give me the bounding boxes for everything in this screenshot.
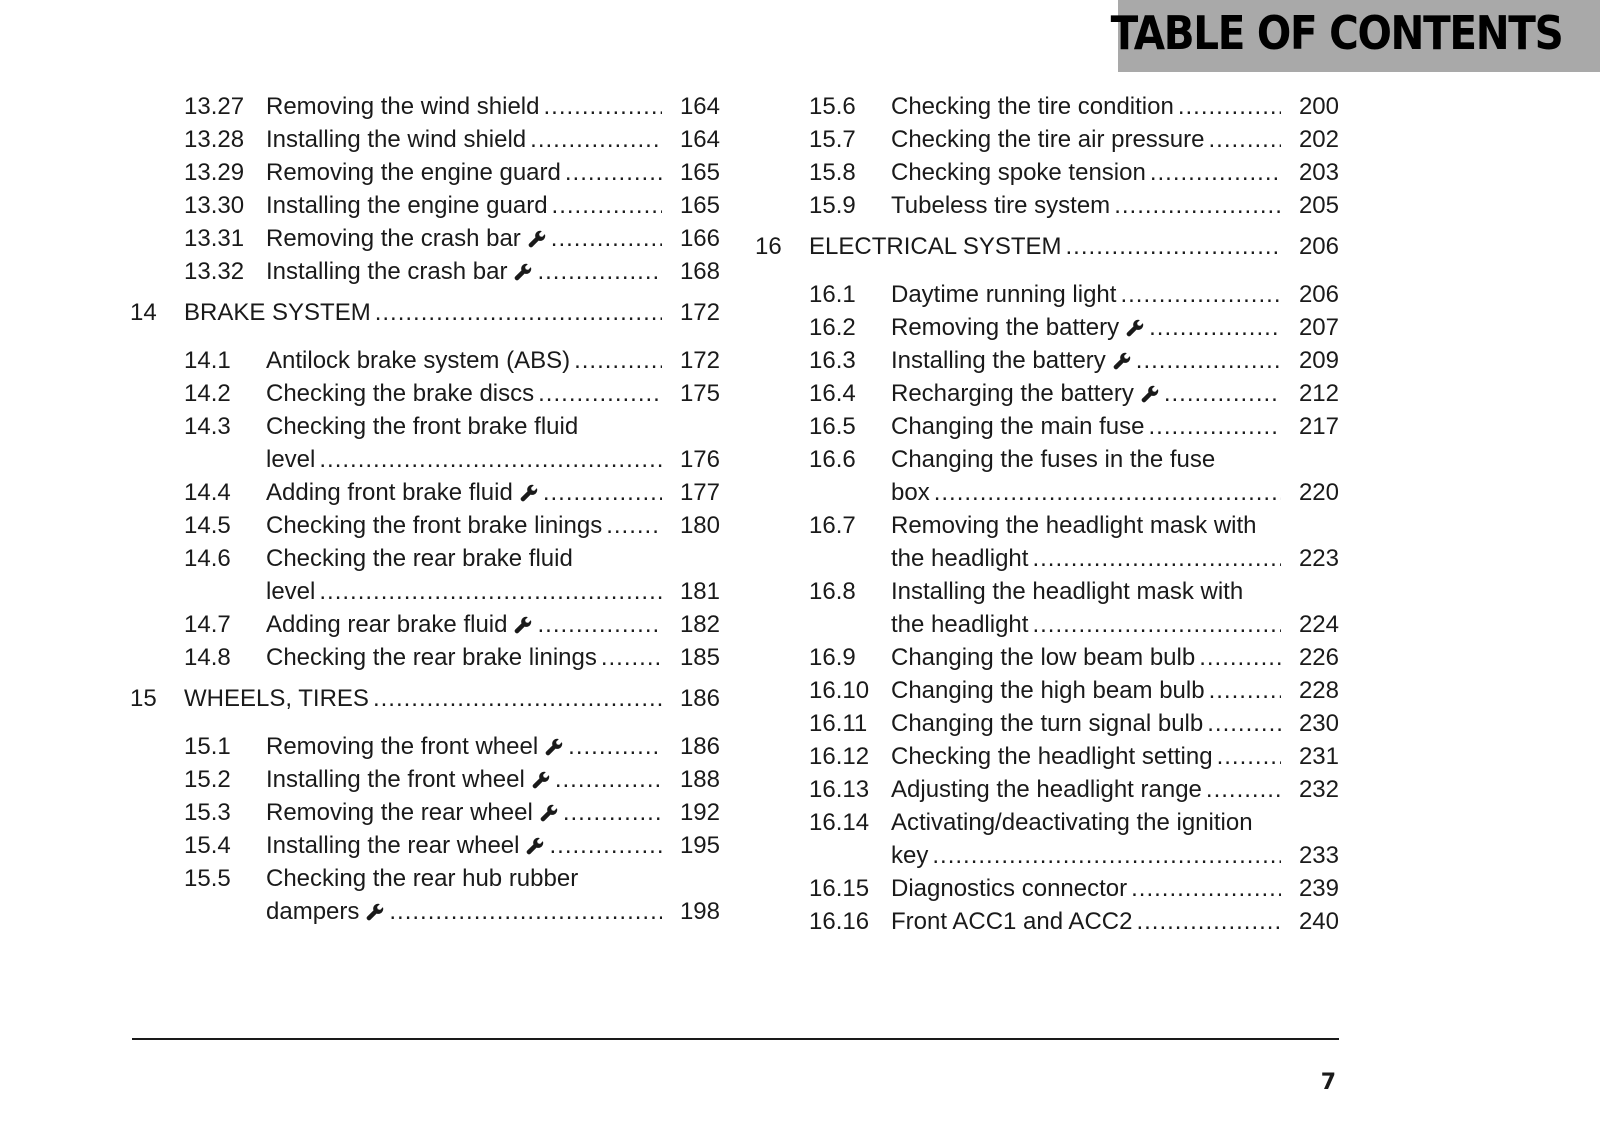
dot-leader [552,189,662,222]
dot-leader [1208,123,1281,156]
toc-entry-number: 14.6 [184,545,231,572]
toc-entry-number: 13.30 [184,192,245,219]
toc-entry-number: 15.6 [809,93,856,120]
toc-entry-title: Checking the rear hub rubber [266,865,579,892]
dot-leader [934,476,1281,509]
toc-entry-page: 180 [679,512,720,539]
toc-entry-page: 172 [679,347,720,374]
toc-entry-page: 212 [1298,380,1339,407]
toc-entry-title: Checking the front brake fluid [266,413,579,440]
wrench-icon [1112,347,1132,367]
toc-entry[interactable] [130,255,720,288]
toc-entry[interactable] [755,311,1339,344]
toc-entry-title: key [891,842,929,869]
wrench-icon [544,733,564,753]
toc-entry-page: 230 [1298,710,1339,737]
toc-entry[interactable] [755,377,1339,410]
dot-leader [530,123,662,156]
toc-entry-title: BRAKE SYSTEM [184,299,371,326]
dot-leader [538,377,662,410]
toc-entry[interactable] [130,608,720,641]
toc-entry[interactable] [755,123,1339,156]
toc-entry[interactable] [755,509,1339,575]
toc-entry-number: 15.4 [184,832,231,859]
toc-entry-page: 181 [679,578,720,605]
toc-entry-number: 13.29 [184,159,245,186]
dot-leader [565,156,662,189]
toc-entry-page: 207 [1298,314,1339,341]
toc-entry-title: Checking the rear brake fluid [266,545,573,572]
toc-entry-title: Checking the tire air pressure [891,126,1205,153]
toc-entry-number: 14.4 [184,479,231,506]
toc-entry[interactable] [755,344,1339,377]
toc-entry-page: 233 [1298,842,1339,869]
toc-entry[interactable] [755,443,1339,509]
toc-entry[interactable] [130,763,720,796]
toc-entry[interactable] [755,872,1339,905]
toc-entry[interactable] [755,707,1339,740]
dot-leader [574,344,662,377]
toc-entry[interactable] [130,410,720,476]
toc-entry-number: 16 [755,233,782,260]
toc-entry-title: dampers [266,898,360,925]
toc-entry[interactable] [755,90,1339,123]
toc-entry[interactable] [130,509,720,542]
toc-entry-page: 217 [1298,413,1339,440]
toc-entry-title: Removing the engine guard [266,159,561,186]
toc-entry-title: Checking spoke tension [891,159,1146,186]
toc-entry-title: the headlight [891,611,1029,638]
toc-entry[interactable] [130,641,720,674]
toc-entry-number: 16.9 [809,644,856,671]
dot-leader [543,90,662,123]
toc-entry-title: Tubeless tire system [891,192,1111,219]
toc-entry[interactable] [755,806,1339,872]
toc-entry-title: Installing the battery [891,347,1106,374]
toc-entry[interactable] [130,377,720,410]
dot-leader [319,575,662,608]
dot-leader [1136,905,1281,938]
toc-entry-number: 15.3 [184,799,231,826]
toc-entry-page: 185 [679,644,720,671]
toc-entry-title: Installing the headlight mask with [891,578,1244,605]
toc-entry-page: 182 [679,611,720,638]
dot-leader [1149,410,1282,443]
toc-entry-page: 164 [679,93,720,120]
toc-entry[interactable] [130,542,720,608]
toc-section-entry[interactable] [130,296,720,329]
toc-entry[interactable] [130,156,720,189]
toc-entry-page: 226 [1298,644,1339,671]
dot-leader [1149,311,1281,344]
toc-entry-number: 15 [130,685,157,712]
toc-entry-title: Changing the low beam bulb [891,644,1196,671]
dot-leader [1206,773,1281,806]
toc-entry-title: Activating/deactivating the ignition [891,809,1253,836]
dot-leader [563,796,662,829]
dot-leader [601,641,662,674]
dot-leader [1217,740,1281,773]
toc-entry-title: Adjusting the headlight range [891,776,1202,803]
toc-entry-page: 228 [1298,677,1339,704]
toc-entry-number: 15.1 [184,733,231,760]
dot-leader [606,509,662,542]
toc-entry-title: Removing the rear wheel [266,799,533,826]
wrench-icon [527,225,547,245]
toc-entry-page: 172 [679,299,720,326]
toc-entry-page: 205 [1298,192,1339,219]
dot-leader [932,839,1281,872]
toc-entry[interactable] [755,641,1339,674]
toc-entry-title: ELECTRICAL SYSTEM [809,233,1062,260]
toc-entry-page: 175 [679,380,720,407]
toc-entry-title: Removing the front wheel [266,733,539,760]
toc-entry-title: Removing the battery [891,314,1120,341]
dot-leader [1199,641,1281,674]
toc-entry[interactable] [130,730,720,763]
toc-entry[interactable] [755,773,1339,806]
toc-entry-title: Changing the high beam bulb [891,677,1205,704]
toc-entry-page: 186 [679,685,720,712]
toc-entry-number: 14 [130,299,157,326]
toc-entry-page: 240 [1298,908,1339,935]
toc-entry-number: 14.8 [184,644,231,671]
dot-leader [1032,542,1281,575]
toc-entry-page: 231 [1298,743,1339,770]
toc-entry-title: Adding front brake fluid [266,479,513,506]
dot-leader [537,255,662,288]
toc-entry-title: Checking the headlight setting [891,743,1213,770]
toc-entry-number: 16.13 [809,776,870,803]
toc-entry-page: 232 [1298,776,1339,803]
toc-entry-page: 200 [1298,93,1339,120]
toc-entry-title: WHEELS, TIRES [184,685,369,712]
dot-leader [389,895,662,928]
toc-entry-number: 16.16 [809,908,870,935]
toc-entry-page: 164 [679,126,720,153]
toc-entry-number: 13.27 [184,93,245,120]
toc-entry-title: Changing the fuses in the fuse [891,446,1216,473]
toc-entry-number: 16.2 [809,314,856,341]
toc-entry-page: 186 [679,733,720,760]
toc-entry-page: 177 [679,479,720,506]
toc-entry-number: 15.5 [184,865,231,892]
toc-entry-title: Installing the wind shield [266,126,527,153]
toc-entry-page: 166 [679,225,720,252]
dot-leader [1150,156,1281,189]
wrench-icon [525,832,545,852]
dot-leader [1207,707,1281,740]
toc-entry-number: 15.8 [809,159,856,186]
toc-entry-number: 16.10 [809,677,870,704]
toc-entry-number: 13.32 [184,258,245,285]
toc-entry[interactable] [130,123,720,156]
toc-column-right [755,90,1339,938]
toc-entry[interactable] [755,740,1339,773]
toc-entry-number: 16.14 [809,809,870,836]
toc-entry-title: Removing the crash bar [266,225,521,252]
toc-entry-title: Checking the tire condition [891,93,1174,120]
toc-entry[interactable] [130,796,720,829]
toc-entry[interactable] [130,862,720,928]
toc-entry-title: Checking the brake discs [266,380,535,407]
toc-entry-title: Removing the wind shield [266,93,540,120]
toc-entry-number: 16.7 [809,512,856,539]
toc-entry-number: 16.5 [809,413,856,440]
dot-leader [375,296,662,329]
wrench-icon [365,898,385,918]
wrench-icon [513,258,533,278]
toc-entry[interactable] [755,410,1339,443]
dot-leader [1164,377,1281,410]
toc-entry-number: 14.3 [184,413,231,440]
toc-entry-page: 202 [1298,126,1339,153]
toc-entry[interactable] [755,905,1339,938]
toc-entry[interactable] [755,575,1339,641]
toc-entry[interactable] [755,156,1339,189]
toc-section-entry[interactable] [755,230,1339,263]
footer-divider [132,1038,1339,1040]
dot-leader [551,222,662,255]
toc-entry-number: 16.3 [809,347,856,374]
toc-entry-title: the headlight [891,545,1029,572]
toc-entry-number: 16.1 [809,281,856,308]
toc-entry-page: 203 [1298,159,1339,186]
toc-entry-title: Checking the front brake linings [266,512,603,539]
toc-entry-title: Checking the rear brake linings [266,644,597,671]
dot-leader [1120,278,1281,311]
dot-leader [549,829,662,862]
toc-entry-page: 168 [679,258,720,285]
dot-leader [1136,344,1281,377]
wrench-icon [1140,380,1160,400]
toc-entry-page: 239 [1298,875,1339,902]
toc-entry-number: 13.31 [184,225,245,252]
toc-entry-page: 188 [679,766,720,793]
wrench-icon [539,799,559,819]
page-number: 7 [1320,1070,1336,1095]
toc-entry-number: 16.11 [809,710,868,737]
toc-entry-title: level [266,446,316,473]
toc-entry-number: 16.15 [809,875,870,902]
toc-entry-title: Installing the engine guard [266,192,548,219]
toc-entry[interactable] [130,476,720,509]
toc-entry[interactable] [755,278,1339,311]
toc-entry-page: 223 [1298,545,1339,572]
dot-leader [1209,674,1281,707]
toc-entry-number: 16.8 [809,578,856,605]
toc-section-entry[interactable] [130,682,720,715]
dot-leader [1114,189,1281,222]
toc-entry-title: Adding rear brake fluid [266,611,508,638]
toc-entry[interactable] [130,90,720,123]
toc-entry-page: 165 [679,192,720,219]
toc-entry-page: 206 [1298,233,1339,260]
toc-entry-title: Removing the headlight mask with [891,512,1257,539]
toc-entry-number: 16.12 [809,743,870,770]
wrench-icon [519,479,539,499]
toc-entry-page: 165 [679,159,720,186]
toc-entry-number: 15.2 [184,766,231,793]
toc-entry-number: 13.28 [184,126,245,153]
toc-entry-page: 176 [679,446,720,473]
dot-leader [373,682,662,715]
toc-entry-page: 198 [679,898,720,925]
toc-column-left [130,90,720,928]
toc-entry[interactable] [130,344,720,377]
toc-entry-title: Antilock brake system (ABS) [266,347,571,374]
dot-leader [1066,230,1281,263]
toc-entry-page: 195 [679,832,720,859]
dot-leader [543,476,662,509]
toc-entry-number: 16.4 [809,380,856,407]
toc-entry-number: 15.9 [809,192,856,219]
toc-entry-title: Front ACC1 and ACC2 [891,908,1133,935]
toc-entry-title: Installing the front wheel [266,766,525,793]
toc-entry-title: Installing the crash bar [266,258,508,285]
toc-entry-page: 209 [1298,347,1339,374]
toc-entry-number: 14.5 [184,512,231,539]
toc-entry-page: 224 [1298,611,1339,638]
toc-entry-number: 14.1 [184,347,231,374]
toc-entry-title: Daytime running light [891,281,1117,308]
wrench-icon [513,611,533,631]
toc-entry-title: Installing the rear wheel [266,832,520,859]
dot-leader [568,730,662,763]
toc-entry-page: 220 [1298,479,1339,506]
toc-entry-title: Changing the main fuse [891,413,1145,440]
toc-entry-number: 15.7 [809,126,856,153]
dot-leader [555,763,662,796]
toc-entry[interactable] [755,674,1339,707]
toc-entry[interactable] [130,189,720,222]
header-banner [1110,0,1600,72]
toc-entry-title: Changing the turn signal bulb [891,710,1204,737]
dot-leader [1032,608,1281,641]
toc-entry-number: 14.2 [184,380,231,407]
wrench-icon [531,766,551,786]
page-title: TABLE OF CONTENTS [1110,6,1562,60]
toc-entry-title: level [266,578,316,605]
toc-entry[interactable] [130,222,720,255]
toc-entry[interactable] [755,189,1339,222]
dot-leader [319,443,662,476]
dot-leader [1131,872,1281,905]
toc-entry-title: Diagnostics connector [891,875,1128,902]
toc-entry[interactable] [130,829,720,862]
toc-entry-title: Recharging the battery [891,380,1134,407]
dot-leader [1178,90,1281,123]
dot-leader [537,608,662,641]
toc-entry-title: box [891,479,930,506]
wrench-icon [1125,314,1145,334]
toc-entry-page: 192 [679,799,720,826]
toc-entry-number: 14.7 [184,611,231,638]
toc-entry-page: 206 [1298,281,1339,308]
toc-entry-number: 16.6 [809,446,856,473]
